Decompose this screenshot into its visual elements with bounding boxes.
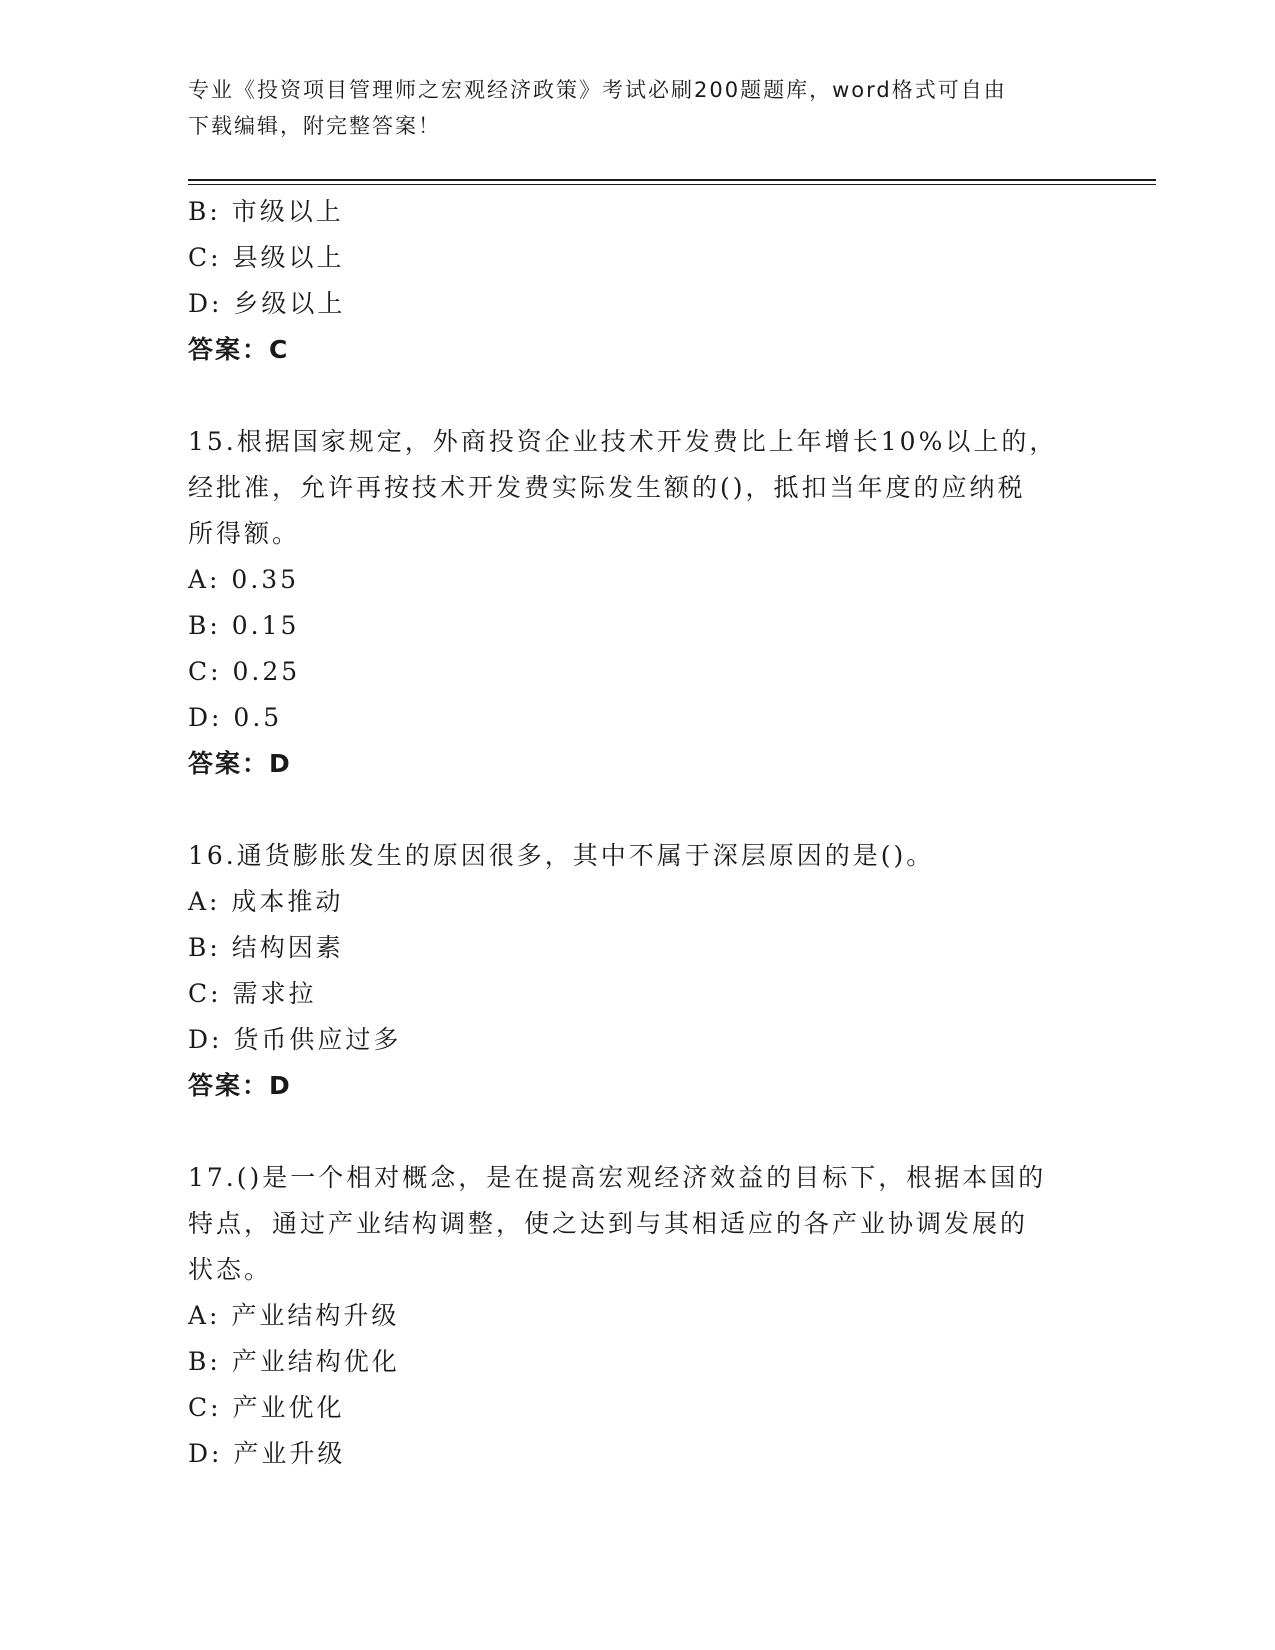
spacer (188, 373, 1088, 419)
option-c: C: 县级以上 (188, 243, 345, 272)
document-header (188, 72, 1078, 144)
question-stem-line: 状态。 (188, 1255, 273, 1284)
option-a: A: 产业结构升级 (188, 1301, 400, 1330)
option-d: D: 货币供应过多 (188, 1025, 402, 1054)
answer: 答案：D (188, 1071, 292, 1100)
question-stem-line: 15.根据国家规定，外商投资企业技术开发费比上年增长10%以上的， (188, 427, 1058, 456)
question-16 (188, 833, 1088, 1109)
header-line-2: 下载编辑，附完整答案！ (188, 114, 441, 138)
answer: 答案：D (188, 749, 292, 778)
option-b: B: 产业结构优化 (188, 1347, 400, 1376)
question-stem-line: 16.通货膨胀发生的原因很多，其中不属于深层原因的是()。 (188, 841, 935, 870)
spacer (188, 787, 1088, 833)
option-b: B: 市级以上 (188, 197, 344, 226)
option-a: A: 成本推动 (188, 887, 344, 916)
option-d: D: 乡级以上 (188, 289, 346, 318)
header-rule-thick (188, 179, 1156, 181)
question-list (188, 189, 1088, 1477)
question-stem-line: 所得额。 (188, 519, 301, 548)
question-14-tail (188, 189, 1088, 373)
question-stem-line: 17.()是一个相对概念，是在提高宏观经济效益的目标下，根据本国的 (188, 1163, 1047, 1192)
question-stem-line: 特点，通过产业结构调整，使之达到与其相适应的各产业协调发展的 (188, 1209, 1029, 1238)
option-c: C: 需求拉 (188, 979, 317, 1008)
answer: 答案：C (188, 335, 290, 364)
option-a: A: 0.35 (188, 565, 300, 594)
option-c: C: 产业优化 (188, 1393, 345, 1422)
spacer (188, 1109, 1088, 1155)
option-c: C: 0.25 (188, 657, 301, 686)
option-b: B: 结构因素 (188, 933, 344, 962)
header-line-1: 专业《投资项目管理师之宏观经济政策》考试必刷200题题库，word格式可自由 (188, 78, 1007, 102)
question-stem-line: 经批准，允许再按技术开发费实际发生额的()，抵扣当年度的应纳税 (188, 473, 1026, 502)
option-b: B: 0.15 (188, 611, 300, 640)
option-d: D: 0.5 (188, 703, 283, 732)
question-17 (188, 1155, 1088, 1477)
header-rule-thin (188, 184, 1156, 185)
question-15 (188, 419, 1088, 787)
option-d: D: 产业升级 (188, 1439, 346, 1468)
